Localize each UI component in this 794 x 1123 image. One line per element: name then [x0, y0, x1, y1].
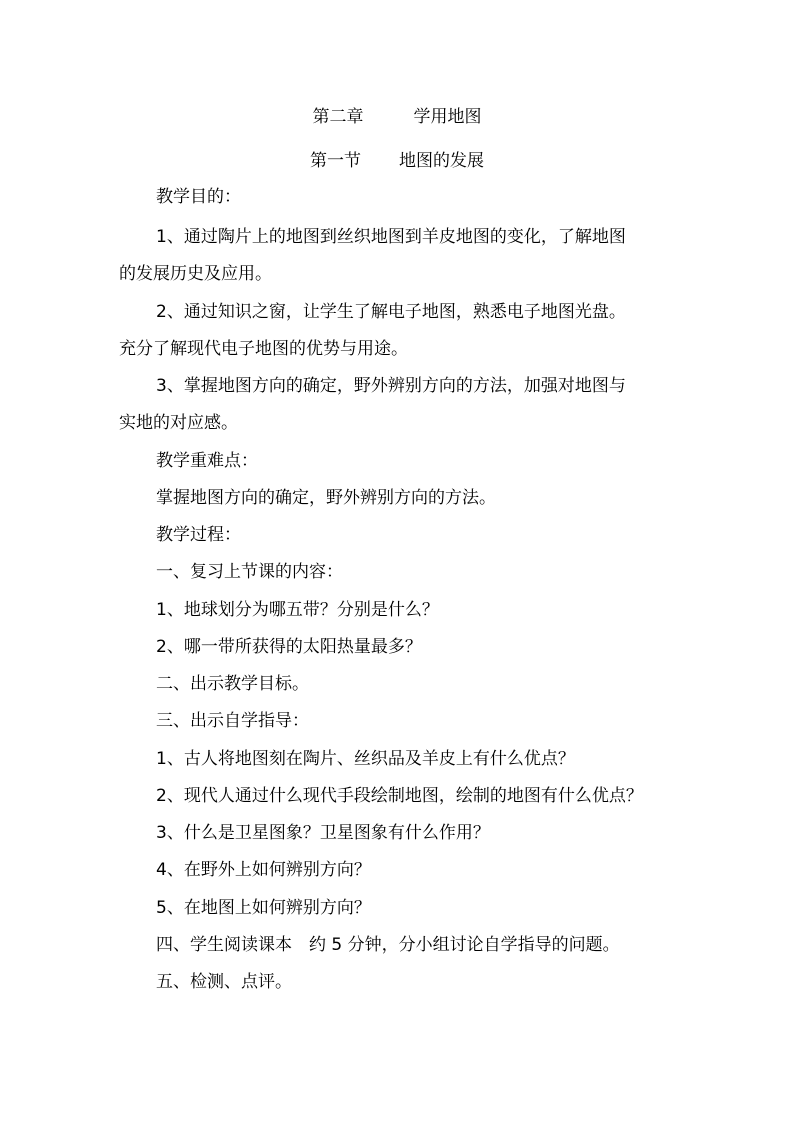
objectives-heading: 教学目的：	[156, 187, 241, 207]
guide-question-5: 5、在地图上如何辨别方向？	[156, 898, 371, 918]
chapter-heading	[0, 106, 794, 128]
objective-3-line-1: 3、掌握地图方向的确定，野外辨别方向的方法，加强对地图与	[156, 376, 626, 396]
step-3-heading: 三、出示自学指导：	[156, 711, 309, 731]
chapter-title: 学用地图	[413, 107, 482, 127]
guide-question-1: 1、古人将地图刻在陶片、丝织品及羊皮上有什么优点？	[156, 749, 575, 769]
objective-1-line-2: 的发展历史及应用。	[119, 264, 272, 284]
step-4-text: 四、学生阅读课本 约 5 分钟，分小组讨论自学指导的问题。	[156, 935, 620, 955]
section-number: 第一节	[310, 151, 361, 171]
objective-2-line-2: 充分了解现代电子地图的优势与用途。	[119, 339, 408, 359]
review-question-2: 2、哪一带所获得的太阳热量最多？	[156, 637, 422, 657]
key-points-heading: 教学重难点：	[156, 451, 258, 471]
process-heading: 教学过程：	[156, 525, 241, 545]
section-heading	[0, 150, 794, 172]
review-question-1: 1、地球划分为哪五带？分别是什么？	[156, 600, 439, 620]
section-title: 地图的发展	[399, 151, 484, 171]
objective-2-line-1: 2、通过知识之窗，让学生了解电子地图，熟悉电子地图光盘。	[156, 302, 626, 322]
guide-question-3: 3、什么是卫星图象？卫星图象有什么作用？	[156, 823, 490, 843]
chapter-number: 第二章	[312, 107, 364, 127]
objective-3-line-2: 实地的对应感。	[119, 413, 238, 433]
guide-question-2: 2、现代人通过什么现代手段绘制地图，绘制的地图有什么优点？	[156, 786, 643, 806]
guide-question-4: 4、在野外上如何辨别方向？	[156, 860, 371, 880]
step-5-text: 五、检测、点评。	[156, 972, 292, 992]
key-points-text: 掌握地图方向的确定，野外辨别方向的方法。	[156, 488, 496, 508]
step-2-heading: 二、出示教学目标。	[156, 674, 309, 694]
step-1-heading: 一、复习上节课的内容：	[156, 562, 343, 582]
objective-1-line-1: 1、通过陶片上的地图到丝织地图到羊皮地图的变化，了解地图	[156, 227, 626, 247]
